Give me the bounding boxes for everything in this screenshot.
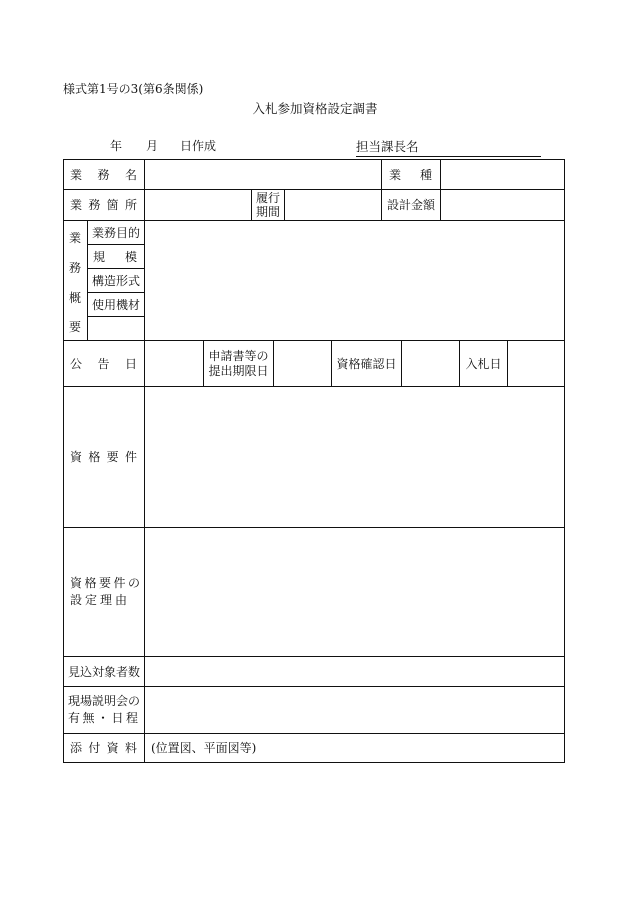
attachments-label: 添 付 資 料: [70, 741, 137, 755]
business-location-label: 業 務 箇 所: [70, 198, 137, 212]
design-amount-label: 設計金額: [386, 198, 435, 212]
bid-day-label: 入札日: [465, 356, 502, 371]
qualification-requirements-label: 資 格 要 件: [70, 450, 137, 464]
form-reference: 様式第1号の3(第6条関係): [63, 82, 204, 96]
qualification-check-day-field[interactable]: [403, 341, 458, 386]
qualification-check-day-label: 資格確認日: [336, 356, 397, 371]
notice-day-label: 公 告 日: [70, 356, 137, 371]
overview-char-1: 業: [69, 231, 82, 245]
overview-scale-label: 規 模: [93, 249, 137, 264]
business-type-label: 業 種: [389, 167, 432, 182]
site-briefing-field[interactable]: [147, 687, 562, 733]
overview-char-2: 務: [69, 261, 82, 275]
qualification-requirements-field[interactable]: [147, 387, 562, 527]
submission-deadline-field[interactable]: [275, 341, 330, 386]
document-title: 入札参加資格設定調書: [252, 101, 378, 116]
overview-structure-label: 構造形式: [91, 273, 140, 288]
manager-name-field: 担当課長名: [356, 137, 541, 157]
submission-deadline-label: 申請書等の 提出期限日: [208, 348, 269, 378]
requirements-reason-label: 資 格 要 件 の 設 定 理 由: [70, 576, 140, 607]
design-amount-field[interactable]: [442, 190, 562, 220]
attachments-note[interactable]: (位置図、平面図等): [151, 741, 257, 755]
requirements-reason-field[interactable]: [147, 528, 562, 656]
notice-day-field[interactable]: [146, 341, 202, 386]
overview-purpose-label: 業務目的: [91, 225, 140, 240]
expected-bidders-label: 見込対象者数: [68, 664, 141, 679]
date-year-label: 年: [110, 139, 123, 153]
business-location-field[interactable]: [147, 190, 249, 220]
date-month-label: 月: [146, 139, 159, 153]
performance-period-label: 履行 期間: [255, 191, 280, 219]
site-briefing-label: 現場説明会の 有 無 ・ 日 程: [68, 694, 141, 725]
date-day-label: 日作成: [180, 139, 217, 153]
overview-equipment-label: 使用機材: [91, 297, 140, 312]
overview-char-4: 要: [69, 320, 82, 334]
bid-day-field[interactable]: [509, 341, 563, 386]
expected-bidders-field[interactable]: [147, 657, 562, 686]
business-name-field[interactable]: [147, 160, 379, 189]
overview-char-3: 概: [69, 291, 82, 305]
overview-field[interactable]: [147, 221, 562, 340]
business-name-label: 業 務 名: [70, 167, 137, 182]
business-type-field[interactable]: [442, 160, 562, 189]
performance-period-field[interactable]: [286, 190, 380, 220]
